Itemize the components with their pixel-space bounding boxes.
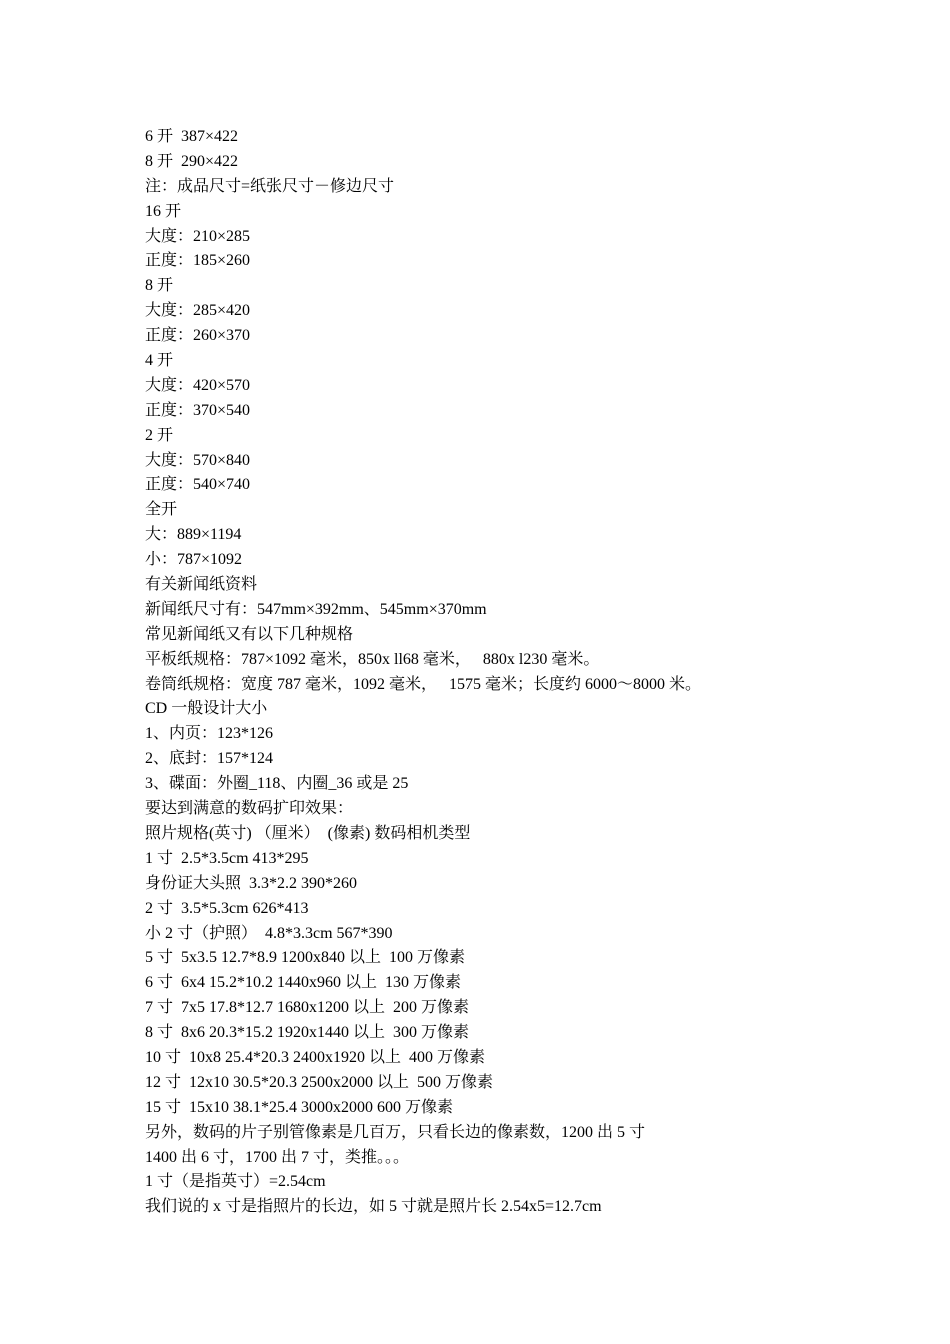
- text-line: 正度：185×260: [145, 252, 251, 270]
- text-line: 大度：285×420: [145, 302, 251, 320]
- text-line: 8 寸 8x6 20.3*15.2 1920x1440 以上 300 万像素: [145, 1024, 470, 1042]
- text-line: 1、内页：123*126: [145, 725, 274, 743]
- text-line: 身份证大头照 3.3*2.2 390*260: [145, 874, 358, 892]
- text-line: 常见新闻纸又有以下几种规格: [145, 625, 354, 643]
- text-line: 大度：210×285: [145, 227, 251, 245]
- text-line: 2、底封：157*124: [145, 750, 274, 768]
- document-body: [145, 125, 865, 1220]
- text-line: 正度：260×370: [145, 327, 251, 345]
- text-line: 5 寸 5x3.5 12.7*8.9 1200x840 以上 100 万像素: [145, 949, 466, 967]
- text-line: 全开: [145, 501, 178, 519]
- text-line: 正度：370×540: [145, 401, 251, 419]
- text-line: 小 2 寸（护照） 4.8*3.3cm 567*390: [145, 924, 393, 942]
- text-line: 8 开 290×422: [145, 152, 239, 170]
- text-line: 16 开: [145, 202, 182, 220]
- text-line: 12 寸 12x10 30.5*20.3 2500x2000 以上 500 万像素: [145, 1073, 494, 1091]
- text-line: 注：成品尺寸=纸张尺寸－修边尺寸: [145, 177, 395, 195]
- text-line: 要达到满意的数码扩印效果：: [145, 800, 354, 818]
- text-line: 1 寸 2.5*3.5cm 413*295: [145, 849, 309, 867]
- text-line: CD 一般设计大小: [145, 700, 268, 718]
- text-line: 10 寸 10x8 25.4*20.3 2400x1920 以上 400 万像素: [145, 1048, 486, 1066]
- text-line: 2 寸 3.5*5.3cm 626*413: [145, 899, 309, 917]
- text-line: 大度：570×840: [145, 451, 251, 469]
- text-line: 7 寸 7x5 17.8*12.7 1680x1200 以上 200 万像素: [145, 999, 470, 1017]
- text-line: 1400 出 6 寸，1700 出 7 寸，类推。。。: [145, 1148, 410, 1166]
- text-line: 卷筒纸规格：宽度 787 毫米，1092 毫米， 1575 毫米；长度约 6000～8000 米。: [145, 675, 702, 693]
- text-line: 6 开 387×422: [145, 128, 239, 145]
- text-line: 大度：420×570: [145, 376, 251, 394]
- text-line: 15 寸 15x10 38.1*25.4 3000x2000 600 万像素: [145, 1098, 454, 1116]
- text-line: 4 开: [145, 352, 174, 370]
- text-line: 3、碟面：外圈_118、内圈_36 或是 25: [145, 775, 409, 793]
- text-line: 平板纸规格：787×1092 毫米，850x ll68 毫米， 880x l230 毫米。: [145, 650, 600, 668]
- text-line: 另外，数码的片子别管像素是几百万，只看长边的像素数，1200 出 5 寸: [145, 1123, 646, 1141]
- text-line: 小：787×1092: [145, 551, 243, 569]
- text-line: 照片规格(英寸) （厘米） (像素) 数码相机类型: [145, 824, 471, 842]
- text-line: 有关新闻纸资料: [145, 576, 258, 594]
- text-line: 6 寸 6x4 15.2*10.2 1440x960 以上 130 万像素: [145, 974, 462, 992]
- text-line: 8 开: [145, 277, 174, 295]
- text-line: 新闻纸尺寸有：547mm×392mm、545mm×370mm: [145, 600, 487, 618]
- text-line: 大：889×1194: [145, 526, 242, 544]
- text-line: 2 开: [145, 426, 174, 444]
- text-line: 1 寸（是指英寸）=2.54cm: [145, 1173, 326, 1191]
- text-line: 正度：540×740: [145, 476, 251, 494]
- text-line: 我们说的 x 寸是指照片的长边，如 5 寸就是照片长 2.54x5=12.7cm: [145, 1198, 602, 1216]
